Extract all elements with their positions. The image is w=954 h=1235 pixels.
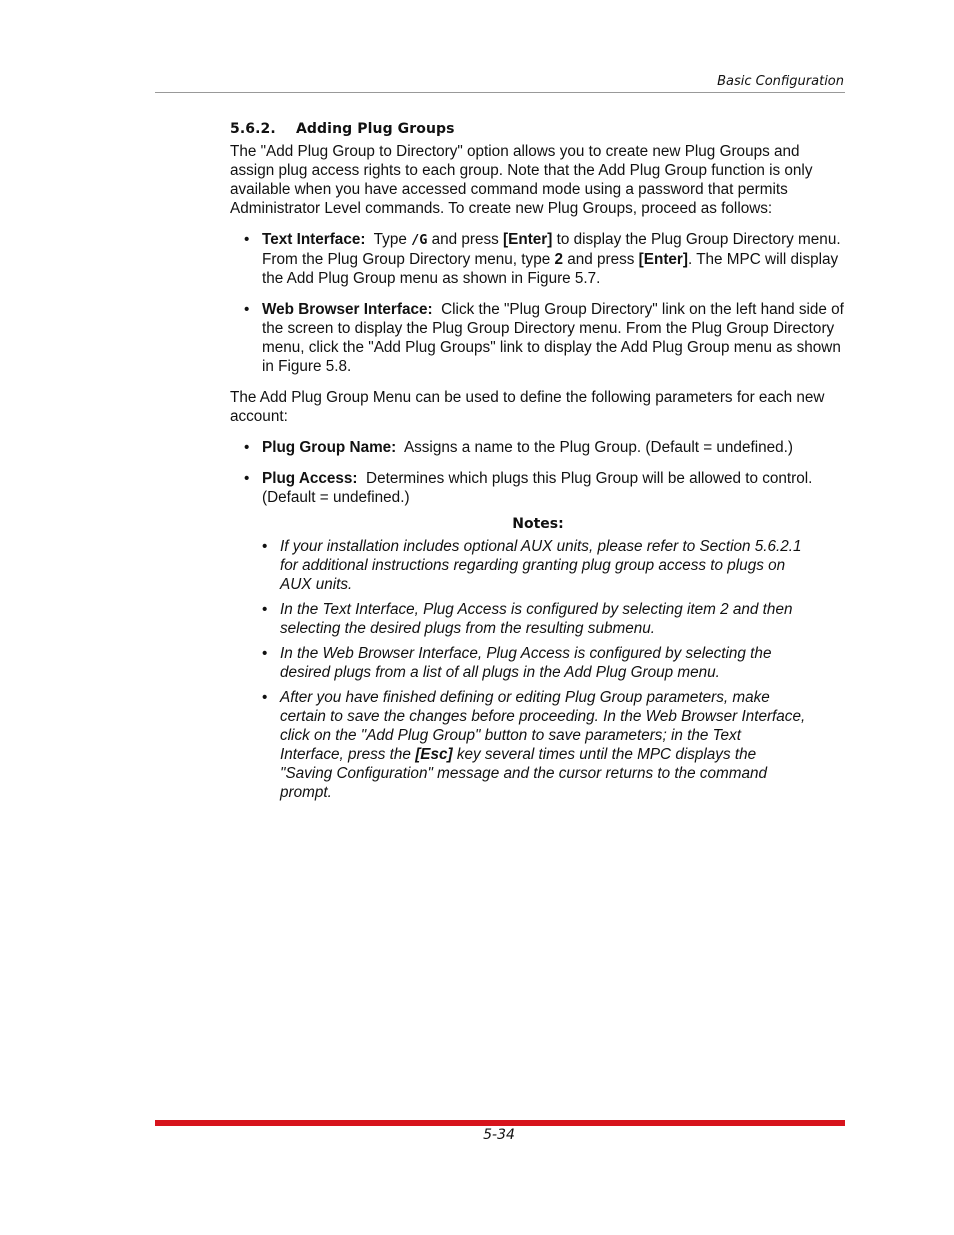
bullet-label: Text Interface: (262, 231, 366, 248)
section-heading (230, 120, 846, 139)
key-esc: [Esc] (415, 746, 453, 763)
page-content (230, 120, 846, 808)
bullet-label: Web Browser Interface: (262, 301, 433, 318)
web-interface-bullet: • Web Browser Interface: Click the "Plug Group Directory" link on the left hand side of the screen to display the Plug Group Directory menu. From the Plug Group Directory menu, click the "Add Plug Groups" link to display the Add Plug Group menu as shown in Figure 5.8. (230, 300, 846, 376)
param-label: Plug Access: (262, 470, 358, 487)
command-code: /G (411, 232, 428, 248)
parameter-list (230, 438, 846, 507)
text-interface-bullet: • Text Interface: Type /G and press [Enter] to display the Plug Group Directory menu. From the Plug Group Directory menu, type 2 and press [Enter]. The MPC will display the Add Plug Group menu as shown in Figure 5.7. (230, 230, 846, 288)
access-method-list (230, 230, 846, 376)
note-item: • In the Web Browser Interface, Plug Access is configured by selecting the desired plugs from a list of all plugs in the Add Plug Group menu. (230, 644, 846, 682)
menu-item-number: 2 (554, 251, 563, 268)
notes-list (230, 537, 846, 802)
running-header: Basic Configuration (717, 74, 844, 89)
page-number: 5-34 (483, 1127, 515, 1143)
key-enter: [Enter] (503, 231, 553, 248)
key-enter: [Enter] (638, 251, 688, 268)
note-item: • In the Text Interface, Plug Access is configured by selecting item 2 and then selecting the desired plugs from the resulting submenu. (230, 600, 846, 638)
note-item: • If your installation includes optional AUX units, please refer to Section 5.6.2.1 for additional instructions regarding granting plug group access to plugs on AUX units. (230, 537, 846, 594)
param-plug-group-name: • Plug Group Name: Assigns a name to the Plug Group. (Default = undefined.) (230, 438, 846, 457)
notes-heading: Notes: (512, 516, 564, 532)
saving-message: Saving Configuration (285, 765, 428, 782)
section-title: Adding Plug Groups (296, 121, 455, 137)
params-intro-paragraph: The Add Plug Group Menu can be used to define the following parameters for each new account: (230, 389, 825, 425)
param-label: Plug Group Name: (262, 439, 397, 456)
header-divider (155, 92, 845, 93)
intro-paragraph: The "Add Plug Group to Directory" option allows you to create new Plug Groups and assign plug access rights to each group. Note that the Add Plug Group function is only available when you have accessed command mode using a password that permits Administrator Level commands. To create new Plug Groups, proceed as follows: (230, 143, 813, 217)
param-plug-access: • Plug Access: Determines which plugs this Plug Group will be allowed to control. (Default = undefined.) (230, 469, 846, 507)
section-number: 5.6.2. (230, 121, 276, 137)
footer-divider (155, 1120, 845, 1126)
note-item: • After you have finished defining or editing Plug Group parameters, make certain to save the changes before proceeding. In the Web Browser Interface, click on the "Add Plug Group" button to save parameters; in the Text Interface, press the [Esc] key several times until the MPC displays the "Saving Configuration" message and the cursor returns to the command prompt. (230, 688, 846, 802)
